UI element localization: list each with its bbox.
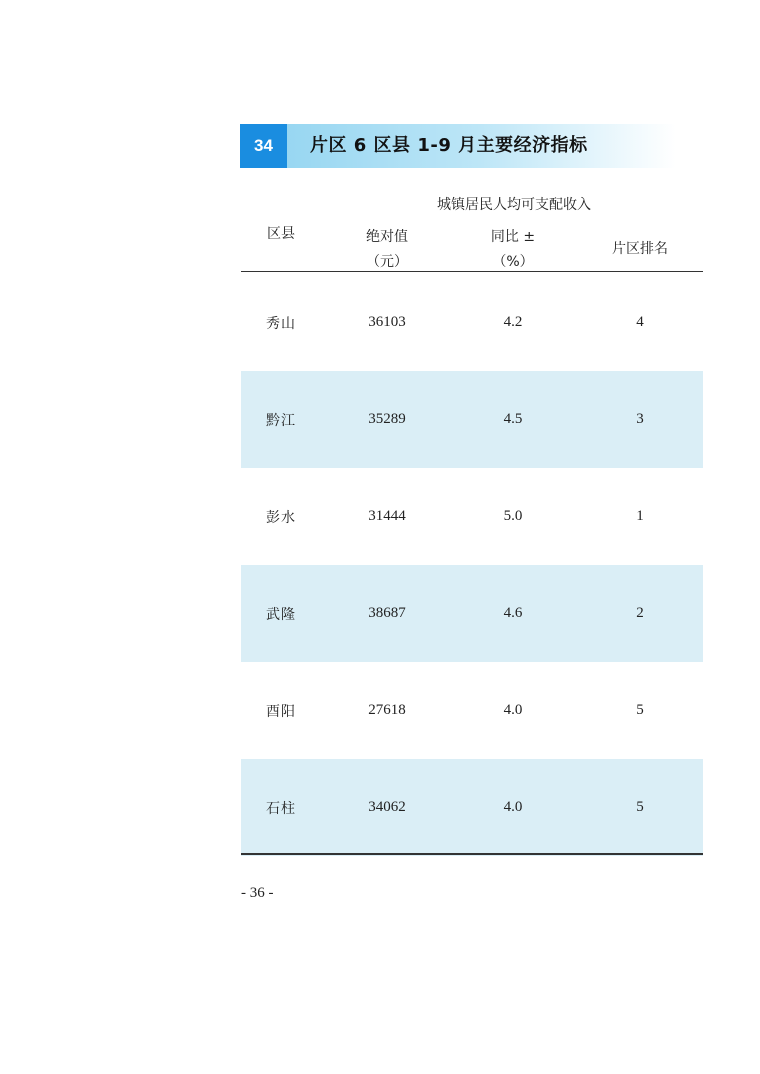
table-row [241, 468, 703, 565]
group-header-income: 城镇居民人均可支配收入 [437, 197, 591, 213]
yoy-value-cell: 4.6 [503, 605, 523, 621]
col-header-rank: 片区排名 [612, 241, 668, 257]
rank-cell: 4 [636, 314, 644, 330]
abs-value-cell: 27618 [368, 702, 406, 718]
col-header-abs-unit: （元） [366, 254, 408, 270]
yoy-value-cell: 4.0 [503, 702, 523, 718]
col-header-yoy: 同比 ± [490, 229, 536, 245]
abs-value-cell: 35289 [368, 411, 406, 427]
yoy-value-cell: 4.2 [503, 314, 523, 330]
rank-cell: 1 [636, 508, 644, 524]
section-number-badge: 34 [240, 124, 287, 168]
county-cell: 秀山 [266, 315, 296, 332]
header-rule [241, 271, 703, 272]
table-row [241, 662, 703, 759]
page-number: - 36 - [241, 885, 274, 901]
table-row [241, 759, 703, 856]
col-header-county: 区县 [267, 226, 295, 242]
col-header-yoy-unit: （%） [492, 254, 534, 270]
abs-value-cell: 34062 [368, 799, 406, 815]
abs-value-cell: 38687 [368, 605, 406, 621]
col-header-abs: 绝对值 [366, 229, 408, 245]
county-cell: 石柱 [266, 800, 296, 817]
county-cell: 酉阳 [266, 703, 296, 720]
table-row [241, 565, 703, 662]
rank-cell: 5 [636, 702, 644, 718]
section-title-bar [240, 124, 676, 168]
yoy-value-cell: 5.0 [503, 508, 523, 524]
yoy-value-cell: 4.0 [503, 799, 523, 815]
county-cell: 黔江 [266, 412, 296, 429]
yoy-value-cell: 4.5 [503, 411, 523, 427]
rank-cell: 5 [636, 799, 644, 815]
table-row [241, 371, 703, 468]
county-cell: 武隆 [266, 606, 296, 623]
table-row [241, 274, 703, 371]
section-title: 片区 6 区县 1-9 月主要经济指标 [310, 135, 588, 156]
abs-value-cell: 36103 [368, 314, 406, 330]
abs-value-cell: 31444 [368, 508, 406, 524]
rank-cell: 2 [636, 605, 644, 621]
rank-cell: 3 [636, 411, 644, 427]
county-cell: 彭水 [266, 509, 296, 526]
bottom-rule [241, 853, 703, 855]
